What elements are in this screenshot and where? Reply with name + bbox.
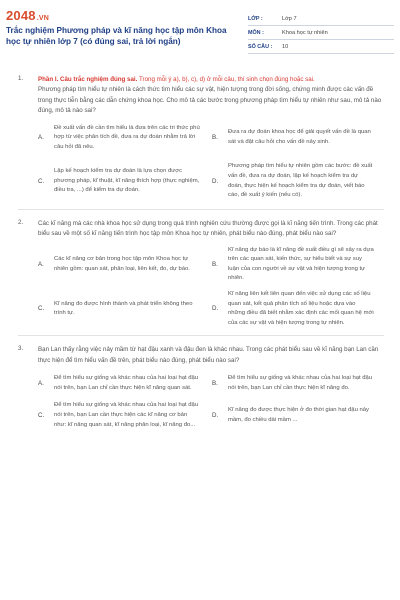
answer-grid (38, 374, 383, 430)
site-logo[interactable] (6, 8, 49, 23)
answer-letter: C. (38, 411, 45, 419)
answer-text: Lập kế hoạch kiểm tra dự đoán là lựa chọn được phương pháp, kĩ thuật, kĩ năng thích hợp (thực nghiệm, điều tra, ...) để kiểm tra dự đoán. (54, 168, 200, 194)
answer-letter: B. (212, 379, 218, 387)
answer-letter: B. (212, 134, 218, 142)
section-instruction: Trong mỗi ý a), b), c), d) ở mỗi câu, thí sinh chọn đúng hoặc sai. (137, 76, 315, 83)
answer-letter: C. (38, 305, 45, 313)
question-1 (0, 75, 400, 201)
question-stem (38, 75, 383, 117)
answer-letter: B. (212, 260, 218, 268)
answer-d[interactable] (212, 401, 384, 430)
logo-suffix: .VN (36, 15, 50, 22)
page-header (0, 0, 400, 64)
answer-text: Để tìm hiểu sự giống và khác nhau của hai loại hạt đậu nói trên, bạn Lan chỉ cần thực hiện kĩ năng quan sát. (54, 375, 199, 391)
answer-letter: A. (38, 260, 44, 268)
answer-d[interactable] (212, 162, 384, 200)
answer-a[interactable] (38, 246, 210, 284)
question-list (0, 75, 400, 430)
meta-row-class (248, 12, 394, 26)
answer-grid (38, 124, 383, 201)
answer-letter: C. (38, 177, 45, 185)
question-stem (38, 219, 383, 240)
answer-text: Các kĩ năng cơ bản trong học tập môn Khoa học tự nhiên gồm: quan sát, phân loại, liên kết, đo, dự báo. (54, 256, 190, 272)
question-number: 2. (18, 218, 24, 226)
answer-text: Đề xuất vấn đề cần tìm hiểu là đưa trên các tri thức phù hợp từ việc phân tích đề, đưa ra dự đoán nhằm trả lời câu hỏi đã nêu. (54, 124, 200, 150)
question-3 (0, 345, 400, 430)
answer-b[interactable] (212, 124, 384, 153)
answer-b[interactable] (212, 246, 384, 284)
answer-text: Để tìm hiểu sự giống và khác nhau của hai loại hạt đậu nói trên, bạn Lan chỉ cần thực hiện kĩ năng đo. (228, 375, 373, 391)
answer-a[interactable] (38, 374, 210, 393)
divider (18, 335, 384, 336)
answer-a[interactable] (38, 124, 210, 153)
answer-grid (38, 246, 383, 329)
answer-text: Kĩ năng liên kết liên quan đến việc sử dụng các số liệu quan sát, kết quả phân tích số liệu hoặc dựa vào những điều đã biết nhằm xác định các mối quan hệ mới của các sự vật và hiện tượng trong tự nhiên. (228, 290, 374, 326)
answer-text: Đưa ra dự đoán khoa học để giải quyết vấn đề là quan sát và đặt câu hỏi cho vấn đề nảy sinh. (228, 129, 371, 146)
answer-d[interactable] (212, 290, 384, 328)
logo-text: 2048 (6, 8, 36, 23)
answer-b[interactable] (212, 374, 384, 393)
question-text: Bạn Lan thấy rằng việc nảy mầm từ hạt đậu xanh và đậu đen là khác nhau. Trong các phát biểu sau về kĩ năng bạn Lan cần thực hiện để tìm hiểu vấn đề trên, phát biểu nào đúng, phát biểu nào sai? (38, 346, 379, 364)
meta-label: MÔN : (248, 29, 264, 36)
answer-text: Để tìm hiểu sự giống và khác nhau của hai loại hạt đậu nói trên, bạn Lan cần thực hiện các kĩ năng cơ bản như: kĩ năng quan sát, kĩ năng phân loại, kĩ năng đo... (54, 402, 199, 428)
meta-row-subject (248, 26, 394, 40)
meta-value: 10 (282, 43, 289, 50)
section-heading: Phần I. Câu trắc nghiệm đúng sai. (38, 76, 138, 83)
question-number: 3. (18, 345, 24, 353)
answer-text: Kĩ năng đo được thực hiện ở đo thời gian hạt đậu nảy mầm, đo chiều dài mầm ... (228, 407, 369, 423)
answer-c[interactable] (38, 401, 210, 430)
answer-text: Phương pháp tìm hiểu tự nhiên gồm các bước: đề xuất vấn đề, đưa ra dự đoán, lập kế hoạch kiểm tra dự đoán, thực hiện kế hoạch kiểm tra dự đoán, viết báo cáo, đề xuất ý kiến (nếu có). (228, 163, 373, 199)
answer-letter: D. (212, 177, 219, 185)
answer-letter: A. (38, 379, 44, 387)
meta-row-count (248, 40, 394, 54)
question-2 (0, 219, 400, 329)
meta-value: Khoa học tự nhiên (282, 29, 328, 36)
answer-letter: D. (212, 411, 219, 419)
answer-letter: D. (212, 305, 219, 313)
divider (18, 209, 384, 210)
answer-c[interactable] (38, 162, 210, 200)
meta-table (248, 12, 394, 54)
question-number: 1. (18, 75, 24, 82)
answer-text: Kĩ năng đo được hình thành và phát triển không theo trình tự. (54, 300, 193, 317)
meta-label: LỚP : (248, 15, 263, 22)
answer-letter: A. (38, 134, 44, 142)
question-text: Các kĩ năng mà các nhà khoa học sử dụng trong quá trình nghiên cứu thường được gọi là kĩ năng tiến trình. Trong các phát biểu sau về một số kĩ năng tiến trình học tập môn Khoa học tự nhiên, phát biểu nào đúng, phát biểu nào sai? (38, 219, 378, 238)
question-stem (38, 345, 383, 366)
meta-value: Lớp 7 (282, 15, 297, 22)
answer-text: Kĩ năng dự báo là kĩ năng đề xuất điều gì sẽ xảy ra dựa trên các quan sát, kiến thức, sự hiểu biết và sự suy luận của con người về sự vật và hiện tượng trong tự nhiên. (228, 246, 374, 282)
meta-label: SỐ CÂU : (248, 43, 273, 50)
answer-c[interactable] (38, 290, 210, 328)
page-title: Trắc nghiệm Phương pháp và kĩ năng học tập môn Khoa học tự nhiên lớp 7 (có đúng sai, trả lời ngắn) (6, 26, 227, 46)
question-text: Phương pháp tìm hiểu tự nhiên là cách thức tìm hiểu các sự vật, hiện tượng trong đời sống, chứng minh được các vấn đề trong thực tiễn bằng các dẫn chứng khoa học. Cho mô tả các bước trong phương pháp tìm hiểu tự nhiên như sau, mô tả nào đúng, mô tả nào sai? (38, 86, 382, 115)
